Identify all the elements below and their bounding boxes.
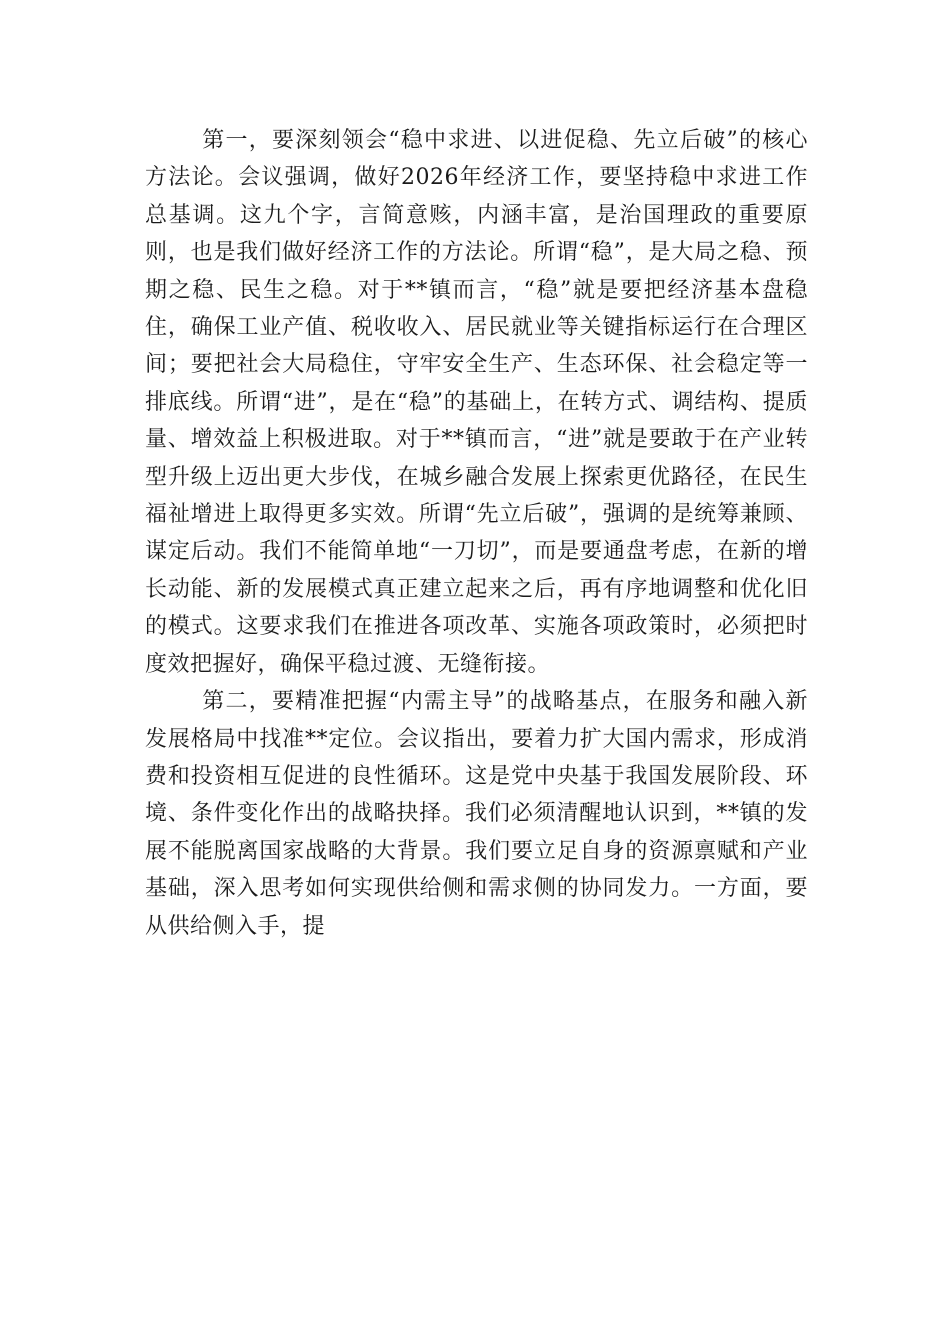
document-body <box>145 122 808 945</box>
paragraph-2: 第二，要精准把握“内需主导”的战略基点，在服务和融入新发展格局中找准**定位。会议指出，要着力扩大国内需求，形成消费和投资相互促进的良性循环。这是党中央基于我国发展阶段、环境、条件变化作出的战略抉择。我们必须清醒地认识到，**镇的发展不能脱离国家战略的大背景。我们要立足自身的资源禀赋和产业基础，深入思考如何实现供给侧和需求侧的协同发力。一方面，要从供给侧入手，提 <box>145 689 808 939</box>
paragraph-1: 第一，要深刻领会“稳中求进、以进促稳、先立后破”的核心方法论。会议强调，做好2026年经济工作，要坚持稳中求进工作总基调。这九个字，言简意赅，内涵丰富，是治国理政的重要原则，也是我们做好经济工作的方法论。所谓“稳”，是大局之稳、预期之稳、民生之稳。对于**镇而言，“稳”就是要把经济基本盘稳住，确保工业产值、税收收入、居民就业等关键指标运行在合理区间；要把社会大局稳住，守牢安全生产、生态环保、社会稳定等一排底线。所谓“进”，是在“稳”的基础上，在转方式、调结构、提质量、增效益上积极进取。对于**镇而言，“进”就是要敢于在产业转型升级上迈出更大步伐，在城乡融合发展上探索更优路径，在民生福祉增进上取得更多实效。所谓“先立后破”，强调的是统筹兼顾、谋定后动。我们不能简单地“一刀切”，而是要通盘考虑，在新的增长动能、新的发展模式真正建立起来之后，再有序地调整和优化旧的模式。这要求我们在推进各项改革、实施各项政策时，必须把时度效把握好，确保平稳过渡、无缝衔接。 <box>145 128 808 677</box>
